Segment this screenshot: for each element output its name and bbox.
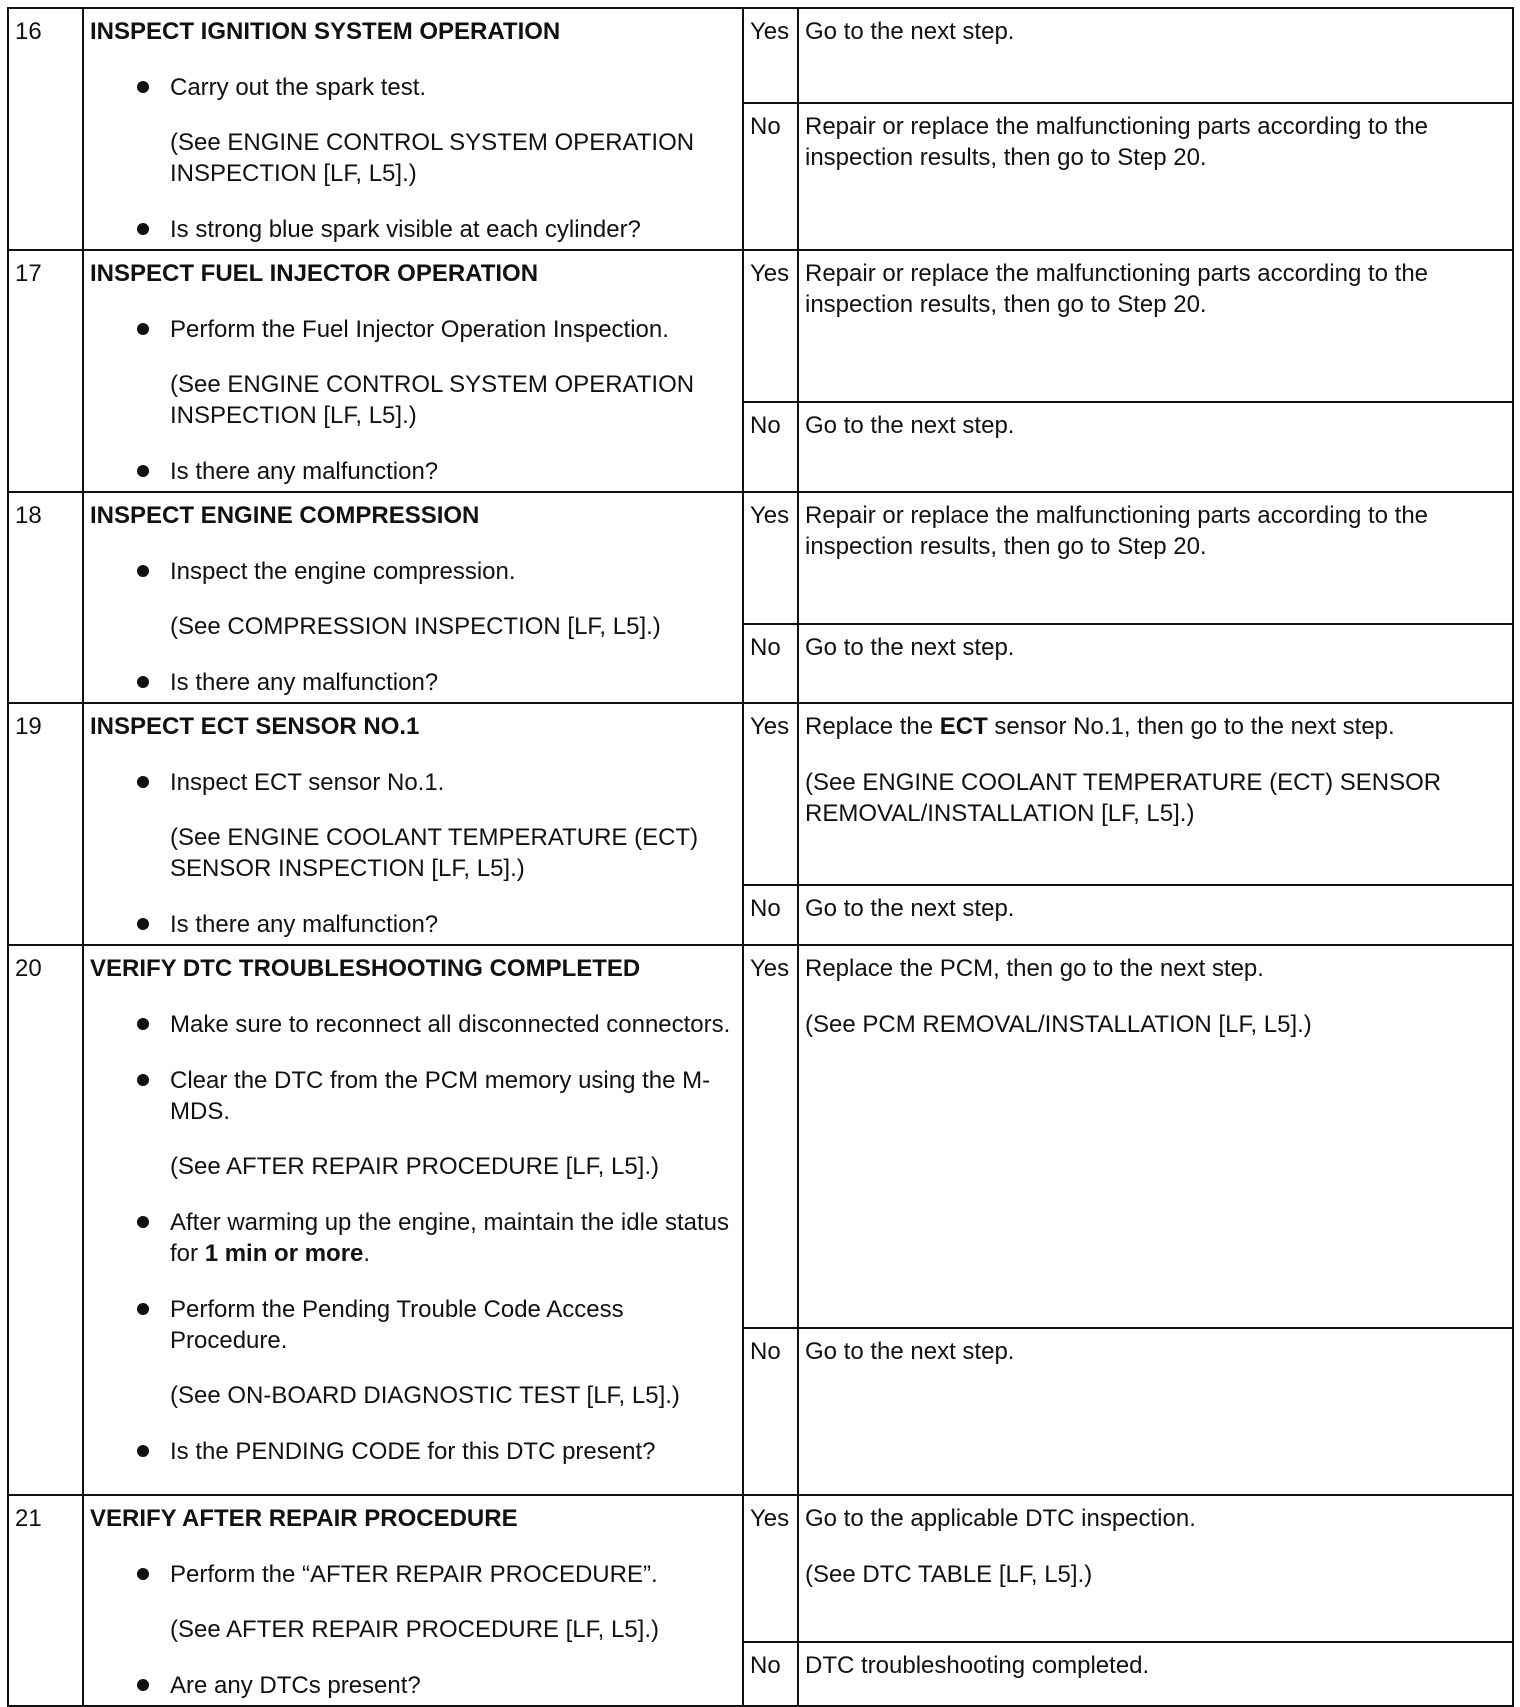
step-number: 16 <box>8 8 83 250</box>
bullet-icon <box>137 1074 149 1086</box>
bullet-icon <box>137 776 149 788</box>
no-action: DTC troubleshooting completed. <box>798 1642 1513 1706</box>
list-item: Are any DTCs present? <box>90 1670 736 1701</box>
bullet-icon <box>137 81 149 93</box>
step-number: 19 <box>8 703 83 945</box>
no-label: No <box>743 103 798 250</box>
yes-label: Yes <box>743 1495 798 1642</box>
yes-label: Yes <box>743 945 798 1328</box>
step-21-action <box>83 1495 743 1706</box>
list-item: Clear the DTC from the PCM memory using the M-MDS. <box>90 1065 736 1127</box>
step-heading: VERIFY DTC TROUBLESHOOTING COMPLETED <box>90 955 641 982</box>
yes-label: Yes <box>743 703 798 885</box>
troubleshooting-table <box>7 7 1514 1707</box>
reference-text: (See AFTER REPAIR PROCEDURE [LF, L5].) <box>170 1153 660 1180</box>
step-16-row <box>8 8 1513 103</box>
step-number: 20 <box>8 945 83 1495</box>
yes-label: Yes <box>743 250 798 402</box>
step-number: 17 <box>8 250 83 492</box>
yes-action: Repair or replace the malfunctioning parts according to the inspection results, then go to Step 20. <box>798 492 1513 624</box>
bullet-icon <box>137 565 149 577</box>
list-item: Perform the “AFTER REPAIR PROCEDURE”. <box>90 1559 736 1590</box>
reference-text: (See ENGINE COOLANT TEMPERATURE (ECT) SENSOR INSPECTION [LF, L5].) <box>170 824 699 882</box>
no-label: No <box>743 1642 798 1706</box>
reference-text: (See ENGINE CONTROL SYSTEM OPERATION INSPECTION [LF, L5].) <box>170 371 695 429</box>
bullet-icon <box>137 1568 149 1580</box>
bullet-icon <box>137 223 149 235</box>
step-heading: INSPECT ENGINE COMPRESSION <box>90 502 480 529</box>
list-item: Inspect ECT sensor No.1. <box>90 767 736 798</box>
list-item: Is there any malfunction? <box>90 909 736 940</box>
step-heading: INSPECT IGNITION SYSTEM OPERATION <box>90 18 561 45</box>
no-action: Go to the next step. <box>798 402 1513 492</box>
bullet-icon <box>137 1303 149 1315</box>
no-action: Go to the next step. <box>798 1328 1513 1495</box>
list-item: Is strong blue spark visible at each cylinder? <box>90 214 736 245</box>
no-action: Go to the next step. <box>798 624 1513 703</box>
reference-text: (See COMPRESSION INSPECTION [LF, L5].) <box>170 613 661 640</box>
bullet-icon <box>137 1018 149 1030</box>
step-heading: VERIFY AFTER REPAIR PROCEDURE <box>90 1505 518 1532</box>
bullet-icon <box>137 918 149 930</box>
yes-action: Go to the next step. <box>798 8 1513 103</box>
no-label: No <box>743 1328 798 1495</box>
list-item: Carry out the spark test. <box>90 72 736 103</box>
reference-text: (See ON-BOARD DIAGNOSTIC TEST [LF, L5].) <box>170 1382 680 1409</box>
step-19-row <box>8 703 1513 885</box>
step-18-action <box>83 492 743 703</box>
yes-label: Yes <box>743 492 798 624</box>
bullet-icon <box>137 465 149 477</box>
step-number: 18 <box>8 492 83 703</box>
bullet-icon <box>137 1679 149 1691</box>
no-action: Go to the next step. <box>798 885 1513 946</box>
list-item: Is the PENDING CODE for this DTC present? <box>90 1436 736 1467</box>
step-16-action <box>83 8 743 250</box>
bullet-icon <box>137 323 149 335</box>
list-item: Is there any malfunction? <box>90 667 736 698</box>
step-20-row <box>8 945 1513 1328</box>
bullet-icon <box>137 676 149 688</box>
bullet-icon <box>137 1216 149 1228</box>
list-item: After warming up the engine, maintain the idle status for 1 min or more. <box>90 1207 736 1269</box>
list-item: Perform the Pending Trouble Code Access Procedure. <box>90 1294 736 1356</box>
yes-action: Go to the applicable DTC inspection. (See DTC TABLE [LF, L5].) <box>798 1495 1513 1642</box>
list-item: Perform the Fuel Injector Operation Inspection. <box>90 314 736 345</box>
step-18-row <box>8 492 1513 624</box>
bullet-icon <box>137 1445 149 1457</box>
no-label: No <box>743 624 798 703</box>
step-heading: INSPECT FUEL INJECTOR OPERATION <box>90 260 539 287</box>
no-label: No <box>743 885 798 946</box>
step-20-action <box>83 945 743 1495</box>
reference-text: (See AFTER REPAIR PROCEDURE [LF, L5].) <box>170 1616 660 1643</box>
troubleshooting-document <box>7 7 1512 1699</box>
step-17-action <box>83 250 743 492</box>
step-19-action <box>83 703 743 945</box>
list-item: Make sure to reconnect all disconnected connectors. <box>90 1009 736 1040</box>
no-action: Repair or replace the malfunctioning parts according to the inspection results, then go to Step 20. <box>798 103 1513 250</box>
step-heading: INSPECT ECT SENSOR NO.1 <box>90 713 420 740</box>
yes-action: Repair or replace the malfunctioning parts according to the inspection results, then go to Step 20. <box>798 250 1513 402</box>
reference-text: (See ENGINE CONTROL SYSTEM OPERATION INSPECTION [LF, L5].) <box>170 129 695 187</box>
step-number: 21 <box>8 1495 83 1706</box>
list-item: Is there any malfunction? <box>90 456 736 487</box>
list-item: Inspect the engine compression. <box>90 556 736 587</box>
yes-action: Replace the ECT sensor No.1, then go to the next step. (See ENGINE COOLANT TEMPERATURE (ECT) SENSOR REMOVAL/INSTALLATION [LF, L5].) <box>798 703 1513 885</box>
reference-text: (See ENGINE COOLANT TEMPERATURE (ECT) SENSOR REMOVAL/INSTALLATION [LF, L5].) <box>805 769 1442 827</box>
reference-text: (See DTC TABLE [LF, L5].) <box>805 1561 1093 1588</box>
reference-text: (See PCM REMOVAL/INSTALLATION [LF, L5].) <box>805 1011 1312 1038</box>
yes-label: Yes <box>743 8 798 103</box>
no-label: No <box>743 402 798 492</box>
yes-action: Replace the PCM, then go to the next step. (See PCM REMOVAL/INSTALLATION [LF, L5].) <box>798 945 1513 1328</box>
step-17-row <box>8 250 1513 402</box>
step-21-row <box>8 1495 1513 1642</box>
